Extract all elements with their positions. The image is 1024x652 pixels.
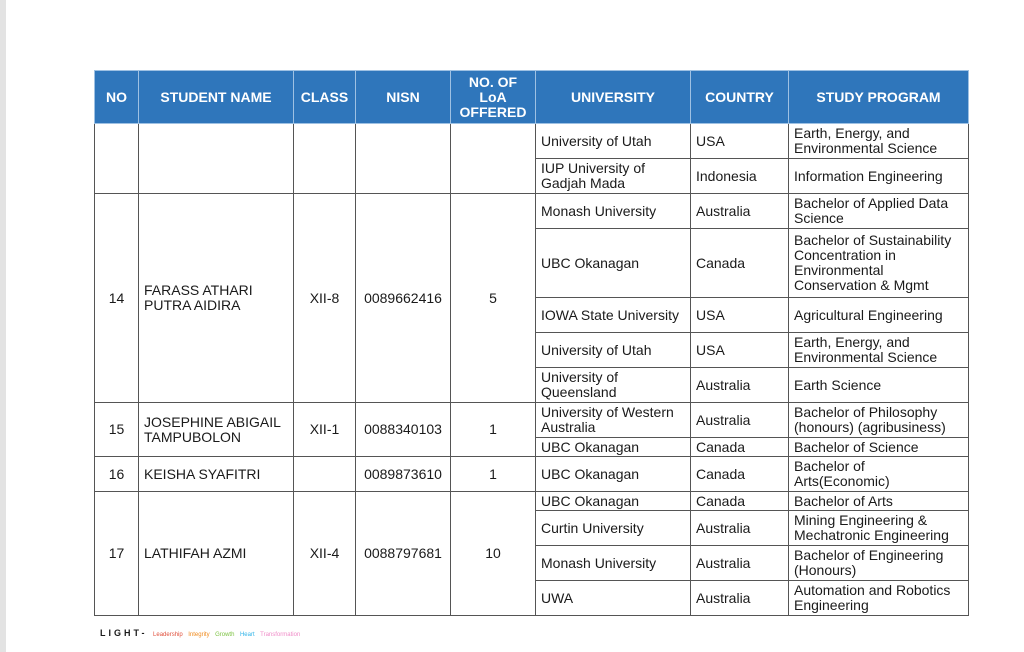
country-cell: Australia — [691, 194, 789, 229]
footer-value-transformation: Transformation — [260, 632, 301, 638]
header-country: COUNTRY — [691, 71, 789, 124]
empty-no-cell — [95, 124, 139, 194]
student-loa-cell: 1 — [451, 403, 536, 457]
footer-brand: LIGHT — [100, 628, 142, 638]
header-loa-offered — [451, 71, 536, 124]
student-no-cell: 17 — [95, 492, 139, 616]
student-class-cell — [294, 457, 356, 492]
university-cell: UWA — [536, 581, 691, 616]
footer-value-integrity: Integrity — [188, 632, 210, 638]
page-left-edge — [0, 0, 6, 652]
empty-class-cell — [294, 124, 356, 194]
study-program-cell: Automation and Robotics Engineering — [789, 581, 969, 616]
university-cell: IUP University of Gadjah Mada — [536, 159, 691, 194]
header-loa-line2: LoA — [479, 88, 507, 105]
header-loa-line1: NO. OF — [468, 73, 518, 90]
student-loa-cell: 10 — [451, 492, 536, 616]
empty-name-cell — [139, 124, 294, 194]
student-loa-cell: 5 — [451, 194, 536, 403]
country-cell: Australia — [691, 368, 789, 403]
header-loa-line3: OFFERED — [459, 103, 527, 120]
student-class-cell: XII-1 — [294, 403, 356, 457]
study-program-cell: Bachelor of Arts(Economic) — [789, 457, 969, 492]
country-cell: Canada — [691, 229, 789, 298]
country-cell: Australia — [691, 511, 789, 546]
header-study-program: STUDY PROGRAM — [789, 71, 969, 124]
study-program-cell: Earth Science — [789, 368, 969, 403]
study-program-cell: Bachelor of Philosophy (honours) (agribusiness) — [789, 403, 969, 438]
country-cell: Canada — [691, 438, 789, 457]
study-program-cell: Information Engineering — [789, 159, 969, 194]
study-program-cell: Bachelor of Arts — [789, 492, 969, 511]
student-nisn-cell: 0088797681 — [356, 492, 451, 616]
header-no: NO — [95, 71, 139, 124]
student-name-cell: FARASS ATHARI PUTRA AIDIRA — [139, 194, 294, 403]
student-no-cell: 14 — [95, 194, 139, 403]
university-cell: Monash University — [536, 194, 691, 229]
student-nisn-cell: 0088340103 — [356, 403, 451, 457]
header-class: CLASS — [294, 71, 356, 124]
country-cell: USA — [691, 333, 789, 368]
university-cell: Monash University — [536, 546, 691, 581]
university-cell: UBC Okanagan — [536, 229, 691, 298]
university-cell: UBC Okanagan — [536, 457, 691, 492]
table-row — [95, 194, 969, 229]
university-cell: IOWA State University — [536, 298, 691, 333]
header-university: UNIVERSITY — [536, 71, 691, 124]
university-cell: UBC Okanagan — [536, 438, 691, 457]
study-program-cell: Bachelor of Science — [789, 438, 969, 457]
country-cell: Indonesia — [691, 159, 789, 194]
country-cell: Canada — [691, 492, 789, 511]
footer-value-growth: Growth — [215, 632, 235, 638]
study-program-cell: Bachelor of Sustainability Concentration in Environmental Conservation & Mgmt — [789, 229, 969, 298]
header-student-name: STUDENT NAME — [139, 71, 294, 124]
footer-value-leadership: Leadership — [153, 632, 183, 638]
student-name-cell: JOSEPHINE ABIGAIL TAMPUBOLON — [139, 403, 294, 457]
student-loa-cell: 1 — [451, 457, 536, 492]
empty-loa-cell — [451, 124, 536, 194]
university-cell: University of Utah — [536, 124, 691, 159]
student-class-cell: XII-8 — [294, 194, 356, 403]
student-name-cell: KEISHA SYAFITRI — [139, 457, 294, 492]
university-cell: University of Queensland — [536, 368, 691, 403]
country-cell: Australia — [691, 581, 789, 616]
student-nisn-cell: 0089662416 — [356, 194, 451, 403]
country-cell: Canada — [691, 457, 789, 492]
header-row — [95, 71, 969, 124]
study-program-cell: Bachelor of Applied Data Science — [789, 194, 969, 229]
empty-nisn-cell — [356, 124, 451, 194]
study-program-cell: Earth, Energy, and Environmental Science — [789, 333, 969, 368]
footer-tagline — [100, 628, 300, 638]
student-no-cell: 15 — [95, 403, 139, 457]
country-cell: USA — [691, 298, 789, 333]
study-program-cell: Mining Engineering & Mechatronic Engineering — [789, 511, 969, 546]
country-cell: USA — [691, 124, 789, 159]
loa-table — [94, 70, 969, 616]
table-row — [95, 492, 969, 511]
country-cell: Australia — [691, 546, 789, 581]
student-class-cell: XII-4 — [294, 492, 356, 616]
student-no-cell: 16 — [95, 457, 139, 492]
student-name-cell: LATHIFAH AZMI — [139, 492, 294, 616]
table-row — [95, 457, 969, 492]
university-cell: Curtin University — [536, 511, 691, 546]
table-row — [95, 403, 969, 438]
university-cell: University of Utah — [536, 333, 691, 368]
table-row — [95, 124, 969, 159]
student-nisn-cell: 0089873610 — [356, 457, 451, 492]
study-program-cell: Agricultural Engineering — [789, 298, 969, 333]
footer-value-heart: Heart — [239, 632, 255, 638]
university-cell: UBC Okanagan — [536, 492, 691, 511]
header-nisn: NISN — [356, 71, 451, 124]
country-cell: Australia — [691, 403, 789, 438]
study-program-cell: Earth, Energy, and Environmental Science — [789, 124, 969, 159]
university-cell: University of Western Australia — [536, 403, 691, 438]
footer-separator: - — [141, 628, 148, 638]
study-program-cell: Bachelor of Engineering (Honours) — [789, 546, 969, 581]
